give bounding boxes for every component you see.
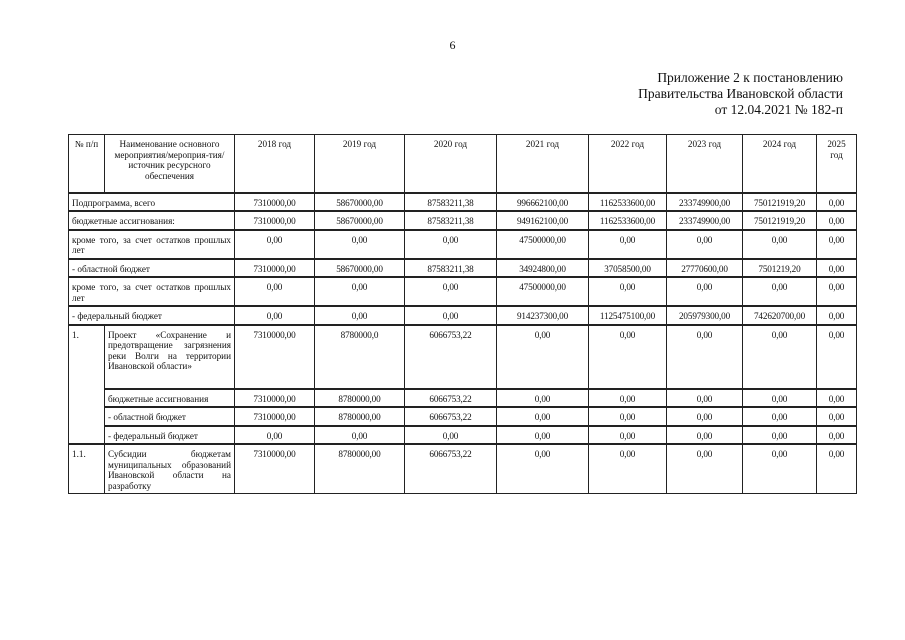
cell-2018: 7310000,00 <box>235 211 315 230</box>
header-2021: 2021 год <box>497 135 589 193</box>
cell-2019: 0,00 <box>315 277 405 306</box>
cell-2025: 0,00 <box>817 259 857 278</box>
cell-2025: 0,00 <box>817 426 857 445</box>
cell-2025: 0,00 <box>817 306 857 325</box>
cell-2018: 0,00 <box>235 230 315 259</box>
cell-2019: 8780000,0 <box>315 325 405 389</box>
project-row <box>69 325 857 389</box>
cell-2023: 205979300,00 <box>667 306 743 325</box>
row-label: - федеральный бюджет <box>69 306 235 325</box>
table-row <box>69 211 857 230</box>
cell-2019: 8780000,00 <box>315 389 405 408</box>
cell-2019: 8780000,00 <box>315 444 405 494</box>
cell-2019: 0,00 <box>315 306 405 325</box>
cell-2022: 0,00 <box>589 277 667 306</box>
cell-2018: 0,00 <box>235 277 315 306</box>
appendix-line-2: Правительства Ивановской области <box>638 86 843 101</box>
cell-2019: 58670000,00 <box>315 211 405 230</box>
cell-2025: 0,00 <box>817 193 857 212</box>
header-name: Наименование основного мероприятия/мероприя-тия/источник ресурсного обеспечения <box>105 135 235 193</box>
cell-2018: 7310000,00 <box>235 259 315 278</box>
cell-2018: 7310000,00 <box>235 325 315 389</box>
header-2019: 2019 год <box>315 135 405 193</box>
row-label: кроме того, за счет остатков прошлых лет <box>69 230 235 259</box>
header-2023: 2023 год <box>667 135 743 193</box>
cell-2024: 742620700,00 <box>743 306 817 325</box>
cell-2024: 750121919,20 <box>743 193 817 212</box>
cell-2023: 0,00 <box>667 325 743 389</box>
cell-2019: 0,00 <box>315 230 405 259</box>
cell-2023: 0,00 <box>667 389 743 408</box>
cell-2020: 6066753,22 <box>405 444 497 494</box>
cell-2022: 0,00 <box>589 444 667 494</box>
cell-2024: 0,00 <box>743 426 817 445</box>
cell-2023: 0,00 <box>667 444 743 494</box>
cell-2025: 0,00 <box>817 389 857 408</box>
cell-2023: 0,00 <box>667 277 743 306</box>
cell-2020: 0,00 <box>405 306 497 325</box>
table-row <box>69 277 857 306</box>
row-label: - федеральный бюджет <box>105 426 235 445</box>
cell-2022: 37058500,00 <box>589 259 667 278</box>
subitem-label: Субсидии бюджетам муниципальных образований Ивановской области на разработку <box>105 444 235 494</box>
header-num: № п/п <box>69 135 105 193</box>
cell-2021: 0,00 <box>497 426 589 445</box>
row-label: кроме того, за счет остатков прошлых лет <box>69 277 235 306</box>
page-number: 6 <box>449 38 456 52</box>
cell-2025: 0,00 <box>817 230 857 259</box>
header-2024: 2024 год <box>743 135 817 193</box>
cell-2020: 87583211,38 <box>405 211 497 230</box>
cell-2018: 7310000,00 <box>235 407 315 426</box>
subitem-row <box>69 444 857 494</box>
cell-2024: 750121919,20 <box>743 211 817 230</box>
cell-2020: 0,00 <box>405 426 497 445</box>
cell-2020: 6066753,22 <box>405 407 497 426</box>
cell-2022: 1162533600,00 <box>589 211 667 230</box>
cell-2023: 0,00 <box>667 230 743 259</box>
cell-2021: 0,00 <box>497 389 589 408</box>
cell-2022: 0,00 <box>589 407 667 426</box>
cell-2023: 0,00 <box>667 426 743 445</box>
header-2025: 2025 год <box>817 135 857 193</box>
cell-2023: 233749900,00 <box>667 193 743 212</box>
project-label: Проект «Сохранение и предотвращение загрязнения реки Волги на территории Ивановской области» <box>105 325 235 389</box>
cell-2024: 0,00 <box>743 277 817 306</box>
cell-2022: 1162533600,00 <box>589 193 667 212</box>
cell-2018: 0,00 <box>235 306 315 325</box>
table-row <box>69 193 857 212</box>
cell-2024: 0,00 <box>743 325 817 389</box>
cell-2024: 0,00 <box>743 389 817 408</box>
cell-2021: 914237300,00 <box>497 306 589 325</box>
cell-2020: 87583211,38 <box>405 193 497 212</box>
header-2022: 2022 год <box>589 135 667 193</box>
cell-2018: 7310000,00 <box>235 389 315 408</box>
cell-2021: 949162100,00 <box>497 211 589 230</box>
cell-2020: 0,00 <box>405 277 497 306</box>
header-row <box>69 135 857 193</box>
budget-table <box>68 134 857 494</box>
cell-2018: 7310000,00 <box>235 444 315 494</box>
project-num: 1. <box>69 325 105 445</box>
cell-2024: 0,00 <box>743 407 817 426</box>
cell-2021: 996662100,00 <box>497 193 589 212</box>
cell-2022: 0,00 <box>589 389 667 408</box>
cell-2022: 0,00 <box>589 230 667 259</box>
cell-2025: 0,00 <box>817 211 857 230</box>
table-row <box>69 407 857 426</box>
cell-2021: 47500000,00 <box>497 277 589 306</box>
subitem-num: 1.1. <box>69 444 105 494</box>
cell-2020: 0,00 <box>405 230 497 259</box>
row-label: бюджетные ассигнования: <box>69 211 235 230</box>
cell-2021: 34924800,00 <box>497 259 589 278</box>
cell-2022: 0,00 <box>589 325 667 389</box>
cell-2024: 0,00 <box>743 444 817 494</box>
cell-2025: 0,00 <box>817 325 857 389</box>
row-label: - областной бюджет <box>69 259 235 278</box>
table-row <box>69 389 857 408</box>
cell-2021: 0,00 <box>497 407 589 426</box>
cell-2023: 0,00 <box>667 407 743 426</box>
appendix-line-1: Приложение 2 к постановлению <box>657 70 843 85</box>
cell-2021: 0,00 <box>497 325 589 389</box>
row-label: Подпрограмма, всего <box>69 193 235 212</box>
table-row <box>69 306 857 325</box>
header-2020: 2020 год <box>405 135 497 193</box>
row-label: бюджетные ассигнования <box>105 389 235 408</box>
cell-2021: 0,00 <box>497 444 589 494</box>
header-2018: 2018 год <box>235 135 315 193</box>
table-row <box>69 426 857 445</box>
cell-2020: 6066753,22 <box>405 389 497 408</box>
cell-2019: 58670000,00 <box>315 193 405 212</box>
cell-2020: 87583211,38 <box>405 259 497 278</box>
appendix-line-3: от 12.04.2021 № 182-п <box>714 102 843 117</box>
table-row <box>69 259 857 278</box>
cell-2022: 1125475100,00 <box>589 306 667 325</box>
cell-2024: 7501219,20 <box>743 259 817 278</box>
cell-2025: 0,00 <box>817 277 857 306</box>
cell-2025: 0,00 <box>817 444 857 494</box>
cell-2019: 58670000,00 <box>315 259 405 278</box>
appendix-header <box>638 70 843 118</box>
cell-2020: 6066753,22 <box>405 325 497 389</box>
cell-2018: 7310000,00 <box>235 193 315 212</box>
cell-2019: 0,00 <box>315 426 405 445</box>
cell-2021: 47500000,00 <box>497 230 589 259</box>
row-label: - областной бюджет <box>105 407 235 426</box>
cell-2023: 27770600,00 <box>667 259 743 278</box>
table-row <box>69 230 857 259</box>
cell-2019: 8780000,00 <box>315 407 405 426</box>
cell-2025: 0,00 <box>817 407 857 426</box>
cell-2024: 0,00 <box>743 230 817 259</box>
cell-2023: 233749900,00 <box>667 211 743 230</box>
cell-2022: 0,00 <box>589 426 667 445</box>
cell-2018: 0,00 <box>235 426 315 445</box>
